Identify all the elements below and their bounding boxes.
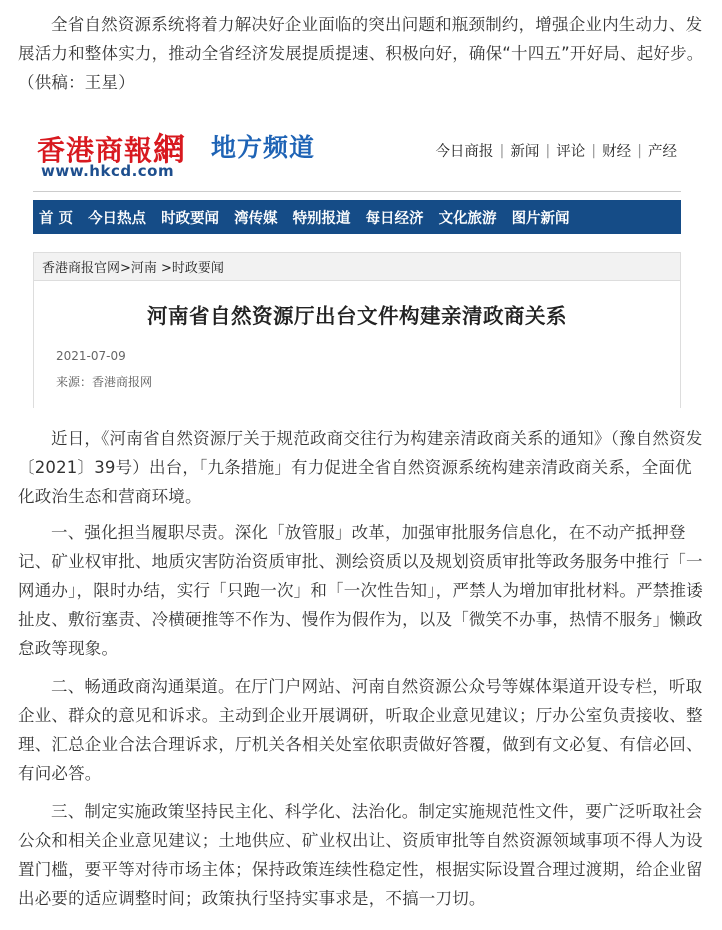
masthead bbox=[33, 112, 681, 192]
breadcrumb bbox=[34, 253, 680, 281]
embedded-news-screenshot bbox=[33, 112, 681, 408]
top-link-news[interactable]: 新闻 bbox=[510, 144, 540, 160]
measure-one-paragraph: 一、强化担当履职尽责。深化「放管服」改革，加强审批服务信息化，在不动产抵押登记、矿业权审批、地质灾害防治资质审批、测绘资质以及规划资质审批等政务服务中推行「一网通办」，限时办结，实行「只跑一次」和「一次性告知」，严禁人为增加审批材料。严禁推诿扯皮、敷衍塞责、冷横硬推等不作为、慢作为假作为，以及「微笑不办事，热情不服务」懒政怠政等现象。 bbox=[18, 523, 703, 658]
nav-politics[interactable]: 时政要闻 bbox=[161, 210, 220, 227]
nav-hot[interactable]: 今日热点 bbox=[88, 210, 147, 227]
lead-paragraph: 近日，《河南省自然资源厅关于规范政商交往行为构建亲清政商关系的通知》（豫自然资发〔2021〕39号）出台，「九条措施」有力促进全省自然资源系统构建亲清政商关系，全面优化政治生态和营商环境。 bbox=[18, 429, 703, 506]
measure-three-paragraph: 三、制定实施政策坚持民主化、科学化、法治化。制定实施规范性文件，要广泛听取社会公众和相关企业意见建议；土地供应、矿业权出让、资质审批等自然资源领域事项不得人为设置门槛，要平等对待市场主体；保持政策连续性稳定性，根据实际设置合理过渡期，给企业留出必要的适应调整时间；政策执行坚持实事求是，不搞一刀切。 bbox=[18, 802, 703, 908]
divider: | bbox=[499, 142, 505, 159]
nav-photos[interactable]: 图片新闻 bbox=[511, 210, 570, 227]
nav-bay-media[interactable]: 湾传媒 bbox=[234, 210, 278, 227]
article-title: 河南省自然资源厅出台文件构建亲清政商关系 bbox=[147, 304, 567, 328]
intro-paragraph: 全省自然资源系统将着力解决好企业面临的突出问题和瓶颈制约，增强企业内生动力、发展活力和整体实力，推动全省经济发展提质提速、积极向好，确保“十四五”开好局、起好步。（供稿：王星） bbox=[18, 15, 704, 92]
nav-economy[interactable]: 每日经济 bbox=[365, 210, 424, 227]
divider: | bbox=[591, 142, 597, 159]
masthead-divider bbox=[33, 191, 681, 192]
logo-url: www.hkcd.com bbox=[41, 162, 175, 180]
divider: | bbox=[637, 142, 642, 159]
article-source: 来源：香港商报网 bbox=[56, 375, 153, 389]
logo-wang: 網 bbox=[153, 130, 187, 168]
nav-home[interactable]: 首 页 bbox=[39, 210, 74, 227]
top-links bbox=[435, 140, 677, 161]
main-nav bbox=[33, 200, 681, 234]
top-link-finance[interactable]: 财经 bbox=[602, 144, 632, 160]
top-link-today[interactable]: 今日商报 bbox=[435, 144, 494, 160]
logo-text: 香港商報 bbox=[37, 134, 154, 167]
top-link-industry[interactable]: 产经 bbox=[648, 144, 677, 160]
measure-two-paragraph: 二、畅通政商沟通渠道。在厅门户网站、河南自然资源公众号等媒体渠道开设专栏，听取企业、群众的意见和诉求。主动到企业开展调研，听取企业意见建议；厅办公室负责接收、整理、汇总企业合法合理诉求，厅机关各相关处室依职责做好答覆，做到有文必复、有信必回、有问必答。 bbox=[18, 677, 703, 783]
breadcrumb-text[interactable]: 香港商报官网>河南 >时政要闻 bbox=[42, 261, 224, 276]
nav-special[interactable]: 特别报道 bbox=[292, 210, 351, 227]
article-header-box bbox=[33, 252, 681, 408]
top-link-opinion[interactable]: 评论 bbox=[556, 144, 586, 160]
channel-title: 地方频道 bbox=[211, 133, 316, 162]
nav-culture[interactable]: 文化旅游 bbox=[438, 210, 497, 227]
article-date: 2021-07-09 bbox=[56, 349, 126, 363]
divider: | bbox=[545, 142, 551, 159]
